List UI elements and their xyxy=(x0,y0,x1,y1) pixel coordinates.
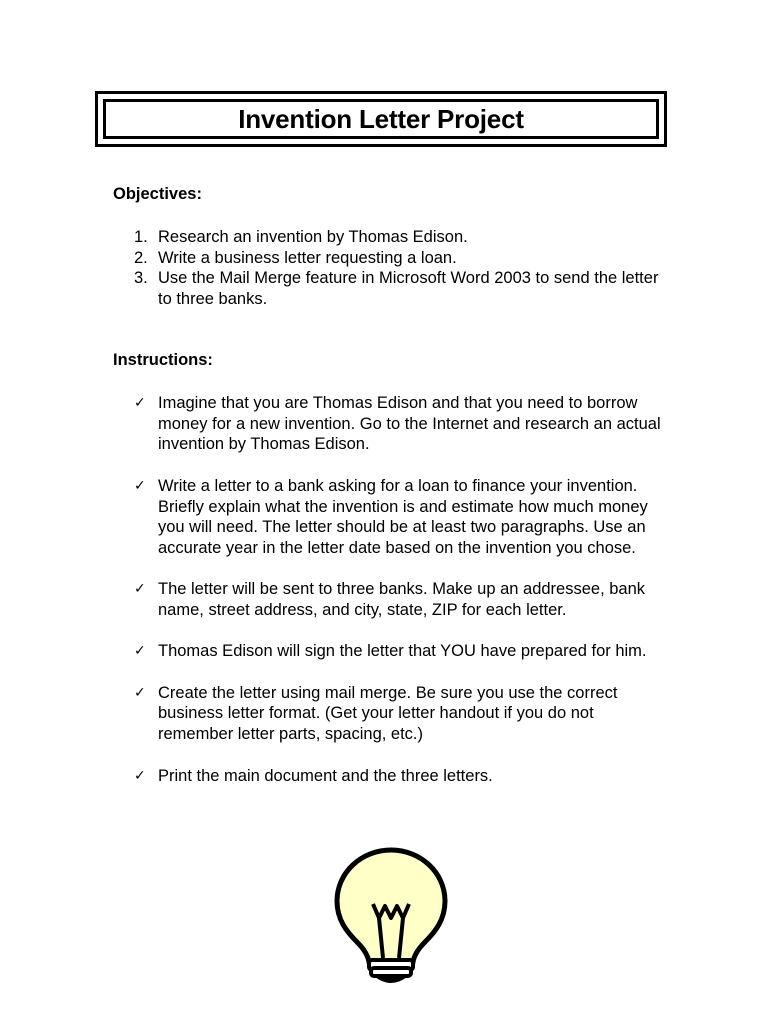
checkmark-icon: ✓ xyxy=(134,643,146,660)
instruction-text: The letter will be sent to three banks. Make up an addressee, bank name, street address, and city, state, ZIP for each letter. xyxy=(158,580,646,619)
objective-number: 1. xyxy=(134,228,148,246)
objective-number: 2. xyxy=(134,248,148,267)
instruction-text: Imagine that you are Thomas Edison and that you need to borrow money for a new invention. Go to the Internet and research an actual invention by Thomas Edison. xyxy=(158,394,661,454)
checkmark-icon: ✓ xyxy=(134,395,146,411)
checkmark-icon: ✓ xyxy=(134,581,146,598)
instruction-item xyxy=(134,641,664,662)
objective-item xyxy=(134,248,664,269)
objective-number: 3. xyxy=(134,269,148,288)
title-box-inner xyxy=(103,99,659,139)
objective-text: Research an invention by Thomas Edison. xyxy=(158,228,468,246)
checkmark-icon: ✓ xyxy=(134,767,146,784)
instruction-item xyxy=(134,766,664,787)
objectives-heading: Objectives: xyxy=(113,185,202,203)
objective-text: Write a business letter requesting a loan. xyxy=(158,248,457,267)
instruction-text: Create the letter using mail merge. Be sure you use the correct business letter format. (Get your letter handout if you do not remember letter parts, spacing, etc.) xyxy=(158,683,618,744)
title-box xyxy=(95,91,667,147)
instructions-list xyxy=(134,393,664,807)
page-title: Invention Letter Project xyxy=(238,103,524,134)
lightbulb-icon xyxy=(333,846,449,986)
instruction-item xyxy=(134,393,664,455)
instruction-item xyxy=(134,476,664,559)
instructions-heading: Instructions: xyxy=(113,351,213,369)
checkmark-icon: ✓ xyxy=(134,477,146,494)
objective-item xyxy=(134,227,664,248)
instruction-item xyxy=(134,579,664,620)
instruction-text: Thomas Edison will sign the letter that YOU have prepared for him. xyxy=(158,642,647,661)
instruction-text: Print the main document and the three letters. xyxy=(158,766,493,785)
objective-item xyxy=(134,268,664,309)
objective-text: Use the Mail Merge feature in Microsoft Word 2003 to send the letter to three banks. xyxy=(158,269,659,309)
objectives-list xyxy=(134,227,664,310)
instruction-item xyxy=(134,683,664,745)
instruction-text: Write a letter to a bank asking for a loan to finance your invention. Briefly explain what the invention is and estimate how much money you will need. The letter should be at least two paragraphs. Use an accurate year in the letter date based on the invention you chose. xyxy=(158,476,648,557)
checkmark-icon: ✓ xyxy=(134,684,146,701)
